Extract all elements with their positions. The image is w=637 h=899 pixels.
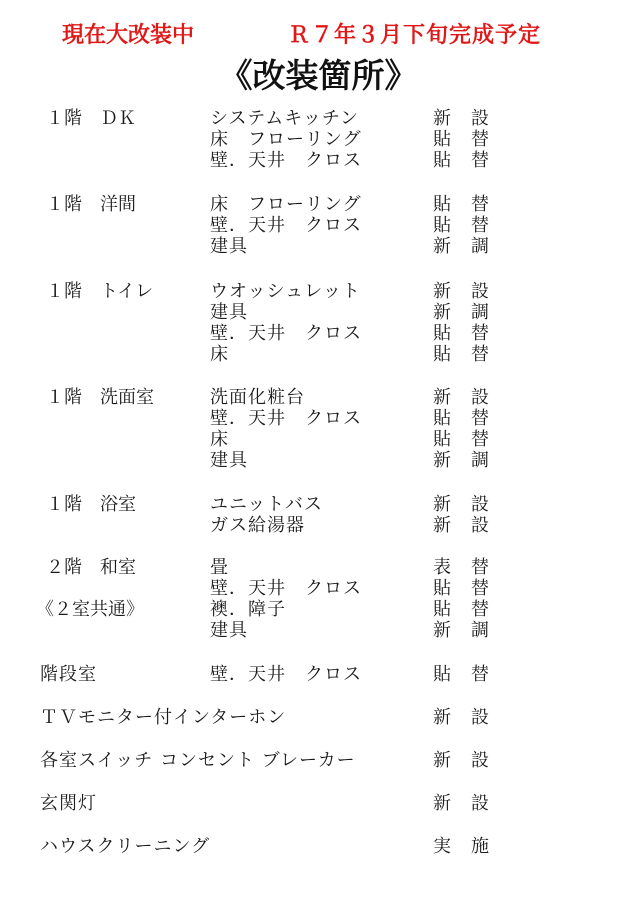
list-item <box>0 387 637 408</box>
item-name: ウオッシュレット <box>210 281 361 302</box>
item-name: 床 <box>210 429 229 450</box>
list-item <box>0 194 637 215</box>
item-action: 新 調 <box>433 236 490 257</box>
renovation-status: 現在大改装中 <box>62 23 195 48</box>
item-name: ガス給湯器 <box>210 515 305 536</box>
list-item <box>0 620 637 641</box>
section-location: １階 洋間 <box>46 194 136 215</box>
item-action: 貼 替 <box>433 129 490 150</box>
list-item <box>0 236 637 257</box>
item-action: 新 設 <box>433 281 490 302</box>
item-name: 床 フローリング <box>210 129 362 150</box>
list-item <box>0 408 637 429</box>
list-item <box>0 599 637 620</box>
list-item <box>0 150 637 171</box>
standalone-label: ＴＶモニター付インターホン <box>40 707 287 728</box>
standalone-stairs <box>0 663 637 687</box>
item-action: 新 設 <box>433 515 490 536</box>
section-sublocation: 《２室共通》 <box>36 599 144 620</box>
item-name: ユニットバス <box>210 494 323 515</box>
standalone-entrance-light <box>0 792 637 816</box>
list-item <box>0 515 637 536</box>
standalone-action: 新 設 <box>433 793 490 814</box>
item-action: 新 設 <box>433 494 490 515</box>
standalone-label: ハウスクリーニング <box>40 836 211 857</box>
item-action: 新 調 <box>433 620 490 641</box>
item-action: 表 替 <box>433 557 490 578</box>
item-action: 貼 替 <box>433 344 490 365</box>
list-item <box>0 215 637 236</box>
item-action: 新 設 <box>433 108 490 129</box>
section-location: １階 ＤＫ <box>46 108 136 129</box>
standalone-detail: 壁．天井 クロス <box>210 664 362 685</box>
item-name: 壁．天井 クロス <box>210 408 362 429</box>
item-name: 畳 <box>210 557 229 578</box>
item-action: 貼 替 <box>433 599 490 620</box>
list-item <box>0 323 637 344</box>
standalone-action: 新 設 <box>433 707 490 728</box>
item-name: 建具 <box>210 302 248 323</box>
item-name: 建具 <box>210 620 248 641</box>
list-item <box>0 429 637 450</box>
item-action: 貼 替 <box>433 323 490 344</box>
item-name: 建具 <box>210 236 248 257</box>
completion-date: Ｒ７年３月下旬完成予定 <box>288 23 542 48</box>
item-action: 新 調 <box>433 302 490 323</box>
section-location: １階 洗面室 <box>46 387 154 408</box>
item-name: 壁．天井 クロス <box>210 150 362 171</box>
item-action: 貼 替 <box>433 408 490 429</box>
standalone-label: 玄関灯 <box>40 793 97 814</box>
standalone-action: 実 施 <box>433 836 490 857</box>
list-item <box>0 281 637 302</box>
page-title: 《改装箇所》 <box>219 56 418 95</box>
item-action: 貼 替 <box>433 578 490 599</box>
standalone-switches <box>0 749 637 773</box>
standalone-intercom <box>0 706 637 730</box>
item-action: 貼 替 <box>433 150 490 171</box>
item-name: システムキッチン <box>210 108 359 129</box>
item-name: 壁．天井 クロス <box>210 578 362 599</box>
item-name: 床 フローリング <box>210 194 362 215</box>
item-name: 襖．障子 <box>210 599 286 620</box>
item-name: 洗面化粧台 <box>210 387 305 408</box>
list-item <box>0 450 637 471</box>
standalone-action: 貼 替 <box>433 664 490 685</box>
list-item <box>0 557 637 578</box>
section-location: ２階 和室 <box>46 557 136 578</box>
item-name: 壁．天井 クロス <box>210 215 362 236</box>
item-name: 建具 <box>210 450 248 471</box>
list-item <box>0 108 637 129</box>
list-item <box>0 344 637 365</box>
item-action: 貼 替 <box>433 429 490 450</box>
list-item <box>0 129 637 150</box>
item-action: 新 設 <box>433 387 490 408</box>
standalone-action: 新 設 <box>433 750 490 771</box>
item-name: 床 <box>210 344 229 365</box>
list-item <box>0 302 637 323</box>
item-action: 貼 替 <box>433 215 490 236</box>
list-item <box>0 578 637 599</box>
item-action: 貼 替 <box>433 194 490 215</box>
item-action: 新 調 <box>433 450 490 471</box>
list-item <box>0 494 637 515</box>
standalone-label: 階段室 <box>40 664 97 685</box>
item-name: 壁．天井 クロス <box>210 323 362 344</box>
header-line <box>0 18 637 48</box>
section-location: １階 浴室 <box>46 494 136 515</box>
standalone-label: 各室スイッチ コンセント ブレーカー <box>40 750 356 771</box>
section-location: １階 トイレ <box>46 281 154 302</box>
standalone-cleaning <box>0 835 637 859</box>
